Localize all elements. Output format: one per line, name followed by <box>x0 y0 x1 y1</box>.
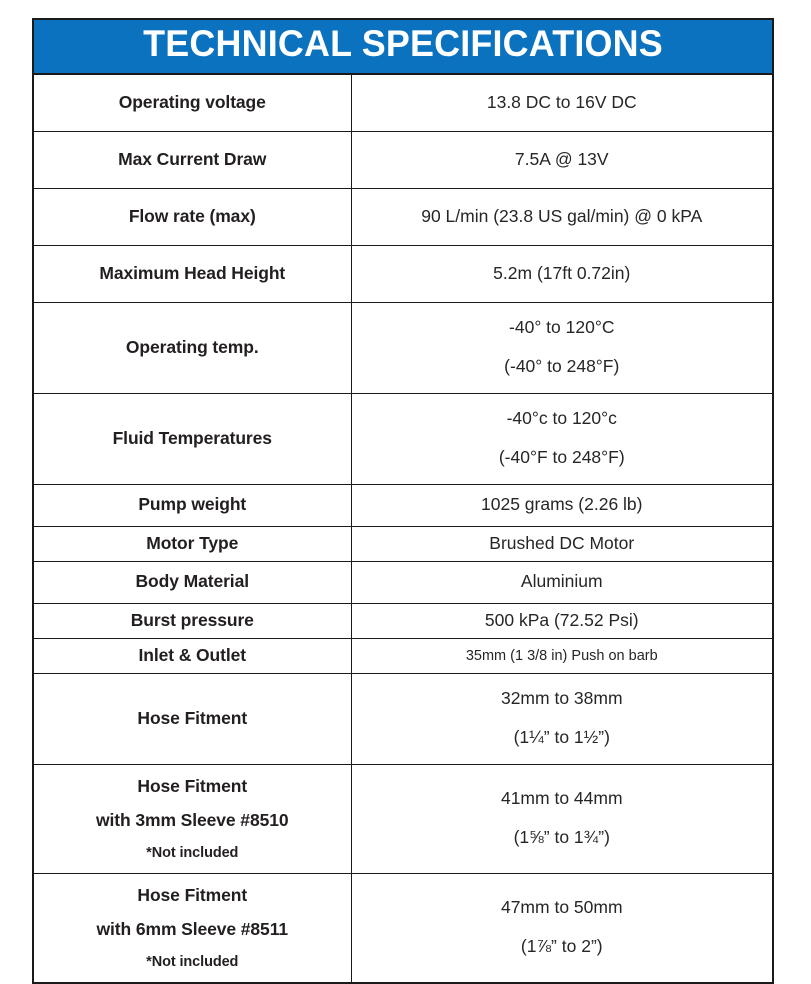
table-row <box>33 131 773 188</box>
spec-value <box>351 131 773 188</box>
table-row <box>33 673 773 764</box>
spec-label: Maximum Head Height <box>33 245 351 302</box>
table-row <box>33 526 773 561</box>
spec-value <box>351 764 773 873</box>
spec-value <box>351 873 773 983</box>
spec-value <box>351 302 773 393</box>
spec-value <box>351 188 773 245</box>
spec-value <box>351 673 773 764</box>
spec-value <box>351 484 773 526</box>
table-row <box>33 245 773 302</box>
spec-label: Pump weight <box>33 484 351 526</box>
table-row <box>33 484 773 526</box>
spec-label <box>33 873 351 983</box>
spec-value-line: 32mm to 38mm <box>500 688 623 709</box>
spec-label: Hose Fitment <box>33 673 351 764</box>
table-row <box>33 764 773 873</box>
spec-value <box>351 603 773 638</box>
spec-label: Body Material <box>33 561 351 603</box>
table-row <box>33 638 773 673</box>
page-title: TECHNICAL SPECIFICATIONS <box>143 23 663 64</box>
spec-label: Max Current Draw <box>33 131 351 188</box>
spec-value-line: -40° to 120°C <box>509 317 615 338</box>
spec-value-line: Brushed DC Motor <box>489 532 635 553</box>
spec-value-line: (-40°F to 248°F) <box>498 447 625 468</box>
spec-value-line: -40°c to 120°c <box>506 408 617 429</box>
spec-value <box>351 526 773 561</box>
spec-value <box>351 393 773 484</box>
table-header-row <box>33 19 773 74</box>
spec-label-note: *Not included <box>146 844 239 861</box>
spec-label <box>33 764 351 873</box>
spec-value-line: 90 L/min (23.8 US gal/min) @ 0 kPA <box>421 205 703 226</box>
spec-value-line: 7.5A @ 13V <box>514 148 609 169</box>
spec-value-line: Aluminium <box>520 571 603 592</box>
table-row <box>33 74 773 132</box>
spec-label: Motor Type <box>33 526 351 561</box>
spec-value-line: 47mm to 50mm <box>500 897 623 918</box>
spec-label: Operating voltage <box>33 74 351 132</box>
spec-value <box>351 74 773 132</box>
spec-label-line: Hose Fitment <box>137 884 248 905</box>
spec-value-line: 1025 grams (2.26 lb) <box>481 494 643 515</box>
spec-value-line: (-40° to 248°F) <box>504 356 620 377</box>
table-row <box>33 561 773 603</box>
spec-label-line: Hose Fitment <box>137 775 248 796</box>
spec-value-line: 41mm to 44mm <box>500 788 623 809</box>
spec-label-note: *Not included <box>146 953 239 970</box>
spec-value <box>351 638 773 673</box>
table-row <box>33 188 773 245</box>
technical-specifications-table <box>32 18 774 984</box>
spec-value-line: 35mm (1 3/8 in) Push on barb <box>465 647 658 664</box>
table-row <box>33 603 773 638</box>
spec-label: Burst pressure <box>33 603 351 638</box>
spec-label: Flow rate (max) <box>33 188 351 245</box>
table-row <box>33 302 773 393</box>
spec-label: Inlet & Outlet <box>33 638 351 673</box>
spec-value-line: 5.2m (17ft 0.72in) <box>493 262 631 283</box>
spec-value-line: 13.8 DC to 16V DC <box>486 91 637 112</box>
spec-value-line: (1⅝” to 1¾”) <box>513 827 610 848</box>
spec-value <box>351 561 773 603</box>
spec-value-line: (1¼” to 1½”) <box>513 727 610 748</box>
table-row <box>33 873 773 983</box>
spec-value <box>351 245 773 302</box>
spec-value-line: 500 kPa (72.52 Psi) <box>484 609 639 630</box>
spec-label: Operating temp. <box>33 302 351 393</box>
spec-label: Fluid Temperatures <box>33 393 351 484</box>
spec-label-line: with 3mm Sleeve #8510 <box>96 809 289 830</box>
table-header-cell <box>33 19 773 74</box>
spec-label-line: with 6mm Sleeve #8511 <box>96 918 288 939</box>
spec-value-line: (1⅞” to 2”) <box>520 936 603 957</box>
table-row <box>33 393 773 484</box>
